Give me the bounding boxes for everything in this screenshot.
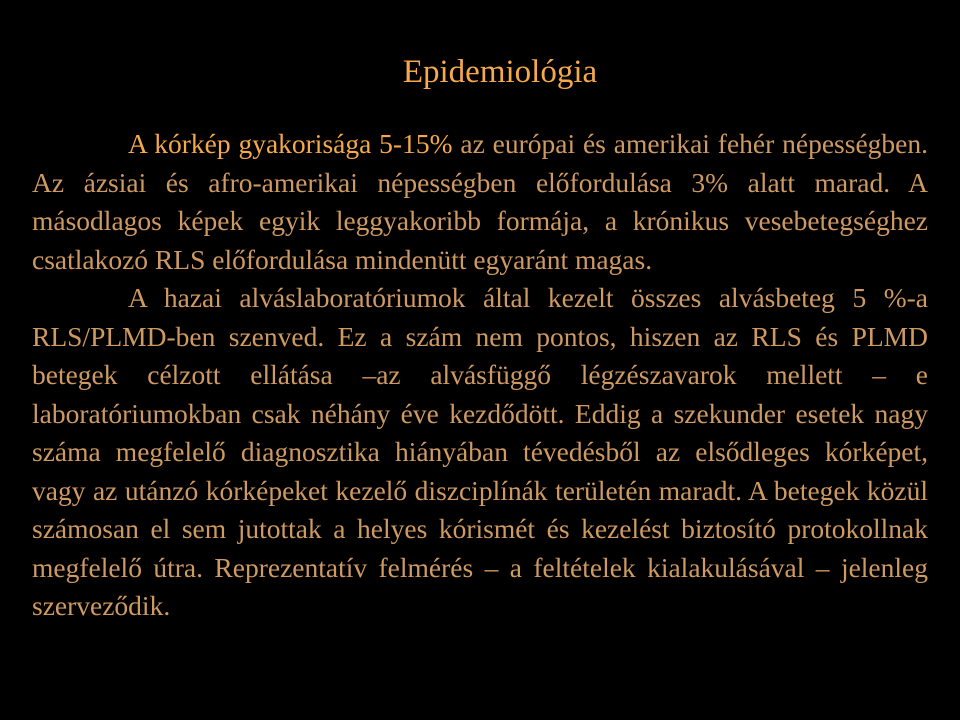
paragraph-domestic-labs: A hazai alváslaboratóriumok által kezelt összes alvásbeteg 5 %-a RLS/PLMD-ben szenved. Ez a szám nem pontos, hiszen az RLS és PLMD betegek célzott ellátása –az alvásfüggő légzészavarok mellett – e laboratóriumokban csak néhány éve kezdődött. Eddig a szekunder esetek nagy száma megfelelő diagnosztika hiányában tévedésből az elsődleges kórképet, vagy az utánzó kórképeket kezelő diszciplínák területén maradt. A betegek közül számosan el sem jutottak a helyes kórismét és kezelést biztosító protokollnak megfelelő útra. Reprezentatív felmérés – a feltételek kialakulásával – jelenleg szerveződik. xyxy=(32,282,928,621)
paragraph-prevalence xyxy=(32,125,928,279)
slide-body xyxy=(32,125,928,626)
prevalence-text: az európai és amerikai fehér népességben. Az ázsiai és afro-amerikai népességben előfordulása 3% alatt marad. A másodlagos képek egyik leggyakoribb formája, a krónikus vesebetegséghez csatlakozó RLS előfordulása mindenütt egyaránt magas. xyxy=(32,128,929,275)
slide-title: Epidemiológia xyxy=(402,54,598,90)
prevalence-highlight: A kórkép gyakorisága 5-15% xyxy=(128,128,453,159)
